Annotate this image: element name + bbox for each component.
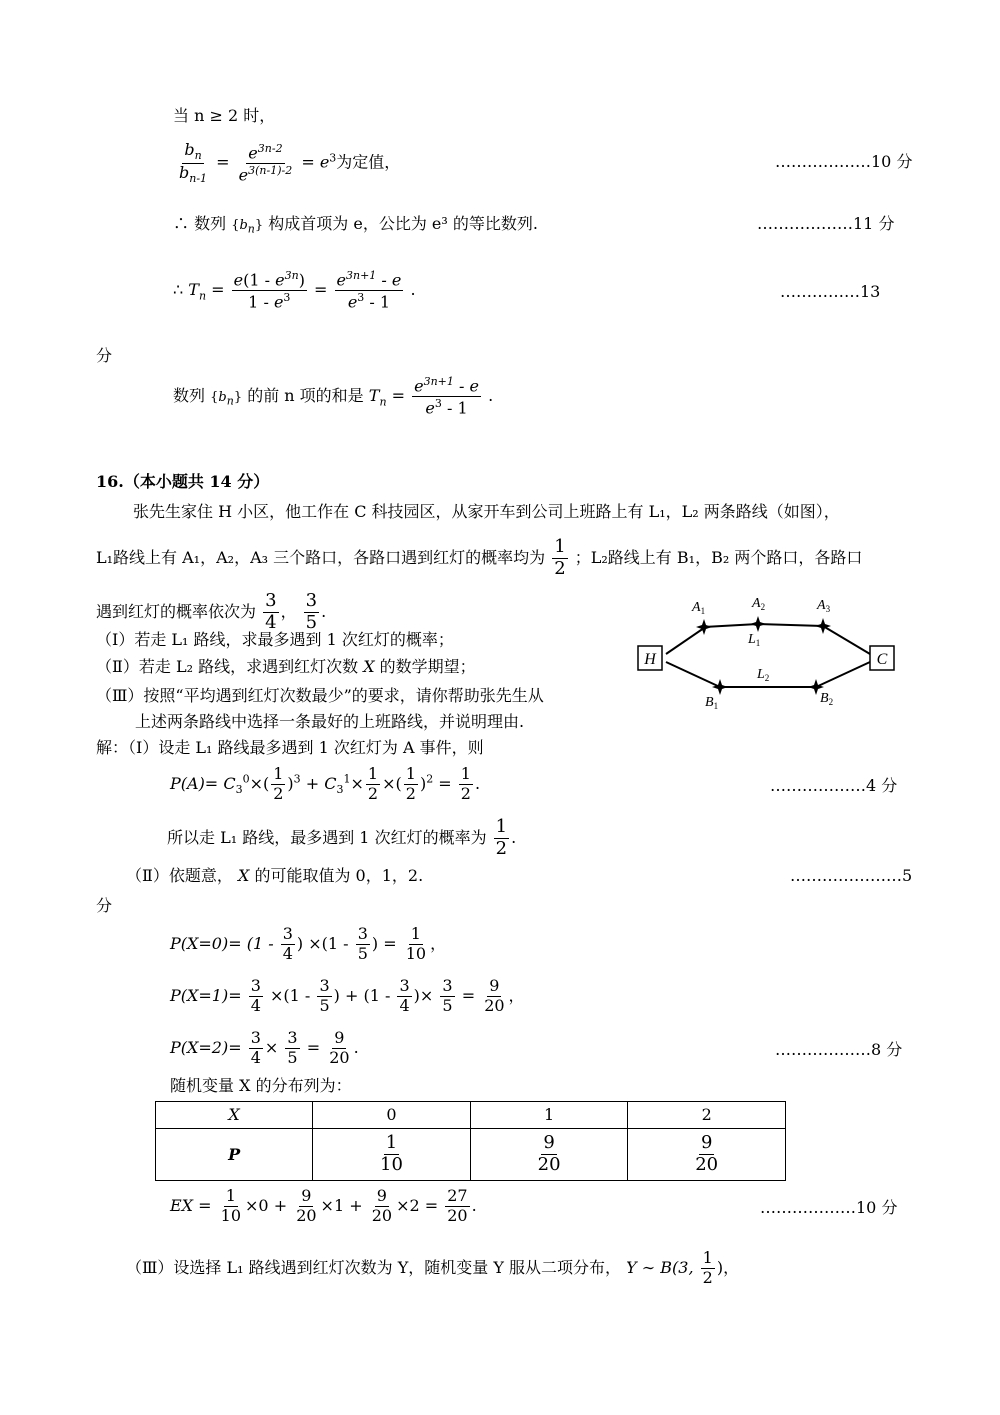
q16-stem-line2: L₁路线上有 A₁，A₂，A₃ 三个路口，各路口遇到红灯的概率均为 $\frac{1}{2}$ ；L₂路线上有 B₁，B₂ 两个路口，各路口	[96, 536, 863, 579]
route-line-b2-c	[816, 662, 870, 687]
table-header-x: X	[156, 1102, 313, 1129]
solution-part3: （Ⅲ）设选择 L₁ 路线遇到红灯次数为 Y，随机变量 Y 服从二项分布， Y ∼ B(3, $\frac{1}{2}$ )，	[126, 1248, 740, 1287]
table-header-row	[156, 1102, 786, 1129]
label-l1: $L_1$	[748, 632, 761, 648]
label-a3: $A_3$	[817, 598, 831, 614]
node-h-label: H	[644, 651, 656, 668]
sum-conclusion-fraction: $\frac{e^{3n+1} - e}{e^3 - 1}$	[414, 375, 479, 418]
score-11: ………………11 分	[757, 214, 895, 233]
px2-formula: P(X=2)= $\frac{3}{4}$ × $\frac{3}{5}$ = $\frac{9}{20}$ .	[170, 1028, 359, 1067]
sum-formula: ∴ $T_n$ = $\frac{e(1 - e^{3n})}{1 - e^3}$ = $\frac{e^{3n+1} - e}{e^3 - 1}$ .	[173, 269, 416, 312]
table-header-0: 0	[313, 1102, 471, 1129]
solution-part1-intro: 解：（Ⅰ）设走 L₁ 路线最多遇到 1 次红灯为 A 事件，则	[96, 738, 484, 757]
table-header-1: 1	[470, 1102, 628, 1129]
solution-part1-conclusion: 所以走 L₁ 路线，最多遇到 1 次红灯的概率为 $\frac{1}{2}$ .	[167, 816, 517, 859]
q16-part3-line1: （Ⅲ）按照“平均遇到红灯次数最少”的要求，请你帮助张先生从	[96, 686, 544, 705]
label-a2: $A_2$	[752, 596, 766, 612]
table-cell-p2: $\frac{9}{20}$	[628, 1129, 786, 1181]
ratio-formula: $\frac{b_n}{b_{n-1}}$ = $\frac{e^{3n-2}}{e^{3(n-1)-2}}$ = $e^3$为定值，	[179, 140, 401, 185]
route-line-a3-c	[823, 626, 870, 654]
table-row-p	[156, 1129, 786, 1181]
route-line-a2-a3	[758, 624, 823, 626]
score-4: ………………4 分	[770, 776, 898, 795]
geometric-seq-statement: ∴ 数列 $\{b_n\}$ 构成首项为 e，公比为 e³ 的等比数列.	[173, 214, 538, 236]
case-condition: 当 n ≥ 2 时，	[173, 106, 276, 125]
q16-part3-line2: 上述两条路线中选择一条最好的上班路线，并说明理由.	[135, 712, 525, 731]
pa-formula: $P(A)= C_3^0\times$( $\frac{1}{2}$ )$^3 + C_3^1\times$ $\frac{1}{2}$ ×( $\frac{1}{2}$ )$^2$ = $\frac{1}{2}$ .	[170, 764, 481, 803]
sum-fraction-2: $\frac{e^{3n+1} - e}{e^3 - 1}$	[336, 269, 402, 312]
score-13: ……………13	[780, 282, 881, 301]
route-line-a1-a2	[704, 624, 758, 627]
q16-part2: （Ⅱ）若走 L₂ 路线，求遇到红灯次数 X 的数学期望；	[96, 657, 476, 676]
q16-stem-line1: 张先生家住 H 小区，他工作在 C 科技园区，从家开车到公司上班路上有 L₁，L₂ 两条路线（如图），	[133, 502, 840, 521]
dist-caption: 随机变量 X 的分布列为：	[170, 1076, 352, 1095]
intersection-a3-icon	[815, 618, 831, 634]
q16-title: 16.（本小题共 14 分）	[96, 472, 270, 491]
ratio-exp-fraction: $\frac{e^{3n-2}}{e^{3(n-1)-2}}$	[238, 141, 293, 185]
px1-formula: P(X=1)= $\frac{3}{4}$ ×(1 - $\frac{3}{5}$ ) + (1 - $\frac{3}{4}$ )× $\frac{3}{5}$ = $\frac{9}{20}$ ，	[170, 976, 525, 1015]
ratio-fraction: $\frac{b_n}{b_{n-1}}$	[179, 140, 208, 185]
q16-part1: （Ⅰ）若走 L₁ 路线，求最多遇到 1 次红灯的概率；	[96, 630, 454, 649]
score-5: …………………5	[790, 866, 913, 885]
score-13-unit: 分	[96, 346, 113, 365]
label-b2: $B_2$	[820, 691, 834, 707]
score-8: ………………8 分	[775, 1040, 903, 1059]
sum-conclusion: 数列 $\{b_n\}$ 的前 n 项的和是 $T_n$ = $\frac{e^{3n+1} - e}{e^3 - 1}$ .	[173, 375, 494, 418]
q16-stem-line3: 遇到红灯的概率依次为 $\frac{3}{4}$ ， $\frac{3}{5}$ .	[96, 590, 327, 633]
expectation-formula: EX = $\frac{1}{10}$ ×0 + $\frac{9}{20}$ ×1 + $\frac{9}{20}$ ×2 = $\frac{27}{20}$ .	[170, 1186, 477, 1225]
node-c-label: C	[876, 651, 888, 668]
table-cell-p1: $\frac{9}{20}$	[470, 1129, 628, 1181]
intersection-a2-icon	[750, 616, 766, 632]
score-10a: ………………10 分	[775, 152, 913, 171]
score-10b: ………………10 分	[760, 1198, 898, 1217]
route-diagram	[628, 590, 908, 715]
route-line-h-b1	[666, 662, 720, 687]
label-l2: $L_2$	[757, 667, 770, 683]
label-a1: $A_1$	[692, 600, 706, 616]
solution-part2-intro: （Ⅱ）依题意， X 的可能取值为 0，1，2.	[126, 866, 424, 885]
distribution-table	[155, 1101, 786, 1181]
route-line-h-a1	[666, 628, 704, 654]
table-header-2: 2	[628, 1102, 786, 1129]
table-cell-p0: $\frac{1}{10}$	[313, 1129, 471, 1181]
score-5-unit: 分	[96, 896, 113, 915]
table-row-label: P	[156, 1129, 313, 1181]
sum-fraction-1: $\frac{e(1 - e^{3n})}{1 - e^3}$	[233, 269, 305, 312]
label-b1: $B_1$	[705, 695, 719, 711]
intersection-b1-icon	[712, 679, 728, 695]
px0-formula: P(X=0)= (1 - $\frac{3}{4}$ ) ×(1 - $\frac{3}{5}$ ) = $\frac{1}{10}$ ，	[170, 924, 447, 963]
